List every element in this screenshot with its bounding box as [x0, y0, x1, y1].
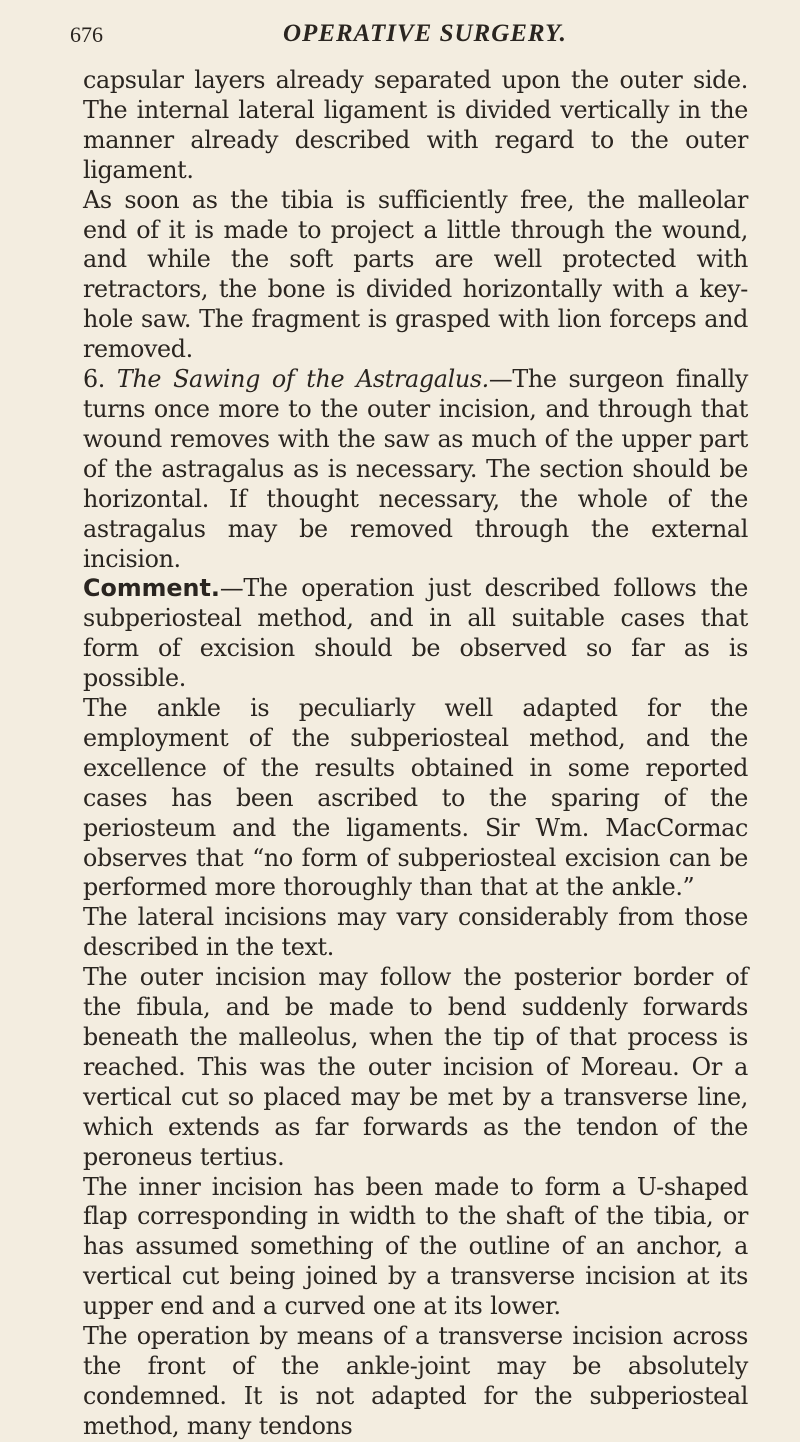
running-title: OPERATIVE SURGERY.: [283, 20, 567, 47]
paragraph-6: The lateral incisions may vary considerably from those described in the text.: [83, 903, 748, 962]
running-head: [70, 18, 748, 60]
paragraph-2: As soon as the tibia is sufficiently free, the malleolar end of it is made to project a little through the wound, and while the soft parts are well protected with retractors, the bone is divided horizontally with a key-hole saw. The fragment is grasped with lion forceps and removed.: [83, 185, 748, 364]
paragraph-7: The outer incision may follow the posterior border of the fibula, and be made to bend suddenly forwards beneath the malleolus, when the tip of that process is reached. This was the outer incision of Moreau. Or a vertical cut so placed may be met by a transverse line, which extends as far forwards as the tendon of the peroneus tertius.: [83, 963, 748, 1171]
paragraph-9: The operation by means of a transverse incision across the front of the ankle-joint may be absolutely condemned. It is not adapted for the subperiosteal method, many tendons: [83, 1322, 748, 1440]
paragraph-1: capsular layers already separated upon the outer side. The internal lateral ligament is divided vertically in the manner already described with regard to the outer ligament.: [83, 66, 748, 184]
paragraph-8: The inner incision has been made to form a U-shaped flap corresponding in width to the shaft of the tibia, or has assumed something of the outline of an anchor, a vertical cut being joined by a transverse incision at its upper end and a curved one at its lower.: [83, 1172, 748, 1321]
paragraph-4: [83, 574, 748, 694]
paragraph-3-text: —The surgeon finally turns once more to the outer incision, and through that wound removes with the saw as much of the upper part of the astragalus as is necessary. The section should be horizontal. If thought necessary, the whole of the astragalus may be removed through the external incision.: [83, 365, 748, 573]
body-text: [83, 66, 748, 1442]
paragraph-5: The ankle is peculiarly well adapted for the employment of the subperiosteal method, and the excellence of the results obtained in some reported cases has been ascribed to the sparing of the periosteum and the ligaments. Sir Wm. MacCormac observes that “no form of subperiosteal excision can be performed more thoroughly than that at the ankle.”: [83, 694, 748, 902]
section-title: The Sawing of the Astragalus.: [116, 365, 489, 394]
comment-heading: Comment.: [83, 574, 220, 603]
paragraph-4-text: —The operation just described follows the subperiosteal method, and in all suitable cases that form of excision should be observed so far as is possible.: [83, 574, 748, 693]
page-number: 676: [70, 22, 103, 47]
section-number: 6.: [83, 365, 117, 394]
paragraph-3: [83, 365, 748, 574]
